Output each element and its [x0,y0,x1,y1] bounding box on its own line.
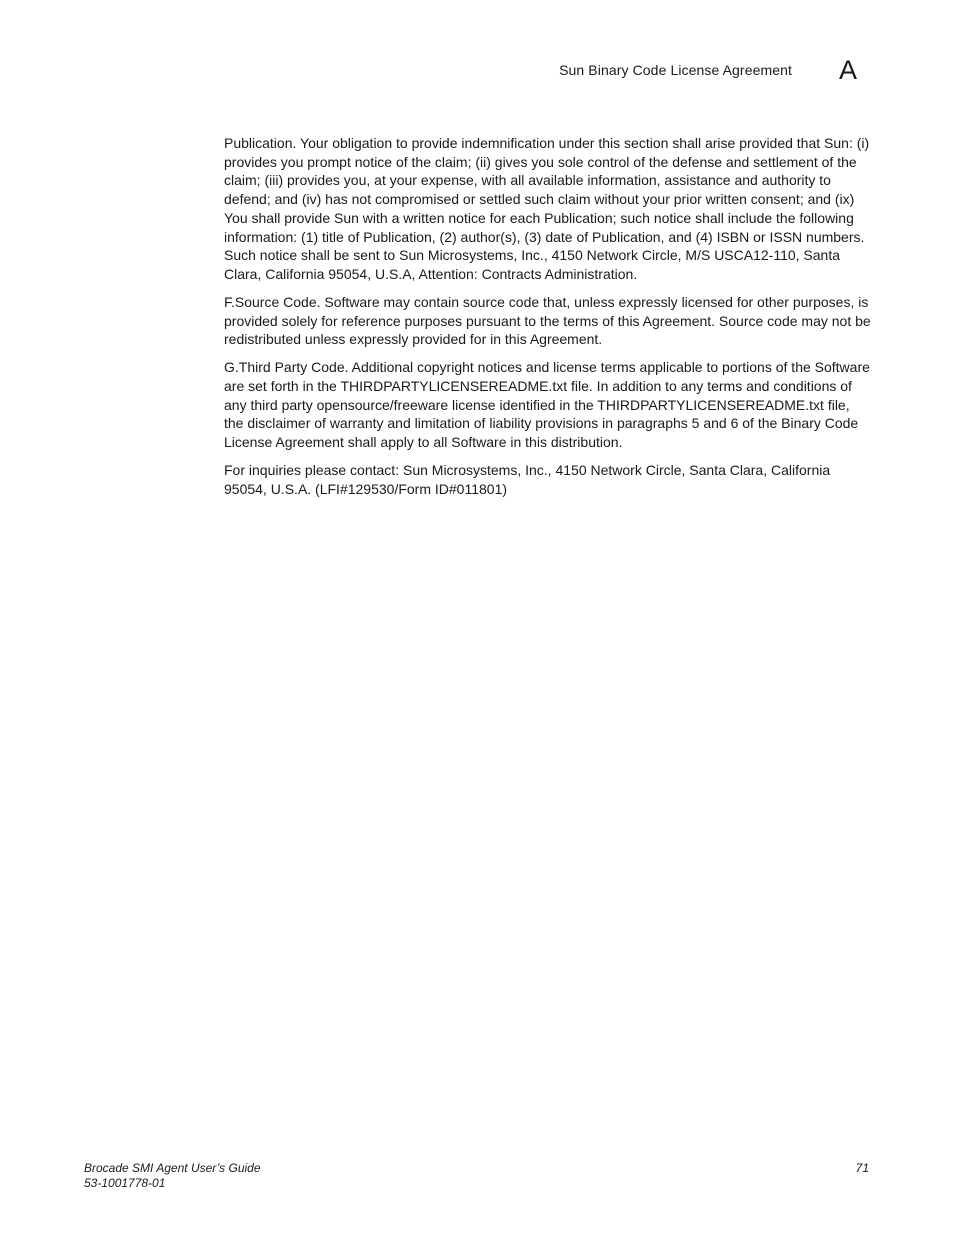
paragraph-source-code: F.Source Code. Software may contain source code that, unless expressly licensed for other purposes, is provided solely for reference purposes pursuant to the terms of this Agreement. Source code may not be redistributed unless expressly provided for in this Agreement. [224,293,871,348]
footer-page-number: 71 [855,1161,869,1175]
appendix-letter: A [839,55,858,85]
footer-left [84,1161,261,1191]
footer-guide-title: Brocade SMI Agent User’s Guide [84,1161,261,1175]
body-text [224,134,872,508]
paragraph-publication: Publication. Your obligation to provide indemnification under this section shall arise provided that Sun: (i) provides you prompt notice of the claim; (ii) gives you sole control of the defense and settlement of the claim; (iii) provides you, at your expense, with all available information, assistance and authority to defend; and (iv) has not compromised or settled such claim without your prior written consent; and (ix) You shall provide Sun with a written notice for each Publication; such notice shall include the following information: (1) title of Publication, (2) author(s), (3) date of Publication, and (4) ISBN or ISSN numbers. Such notice shall be sent to Sun Microsystems, Inc., 4150 Network Circle, M/S USCA12-110, Santa Clara, California 95054, U.S.A, Attention: Contracts Administration. [224,135,870,282]
running-header-title: Sun Binary Code License Agreement [559,62,792,78]
footer-doc-number: 53-1001778-01 [84,1176,166,1190]
paragraph-third-party-code: G.Third Party Code. Additional copyright notices and license terms applicable to portions of the Software are set forth in the THIRDPARTYLICENSEREADME.txt file. In addition to any terms and conditions of any third party opensource/freeware license identified in the THIRDPARTYLICENSEREADME.txt file, the disclaimer of warranty and limitation of liability provisions in paragraphs 5 and 6 of the Binary Code License Agreement shall apply to all Software in this distribution. [224,359,870,451]
paragraph-inquiries: For inquiries please contact: Sun Microsystems, Inc., 4150 Network Circle, Santa Clara, California 95054, U.S.A. (LFI#129530/Form ID#011801) [224,462,831,497]
